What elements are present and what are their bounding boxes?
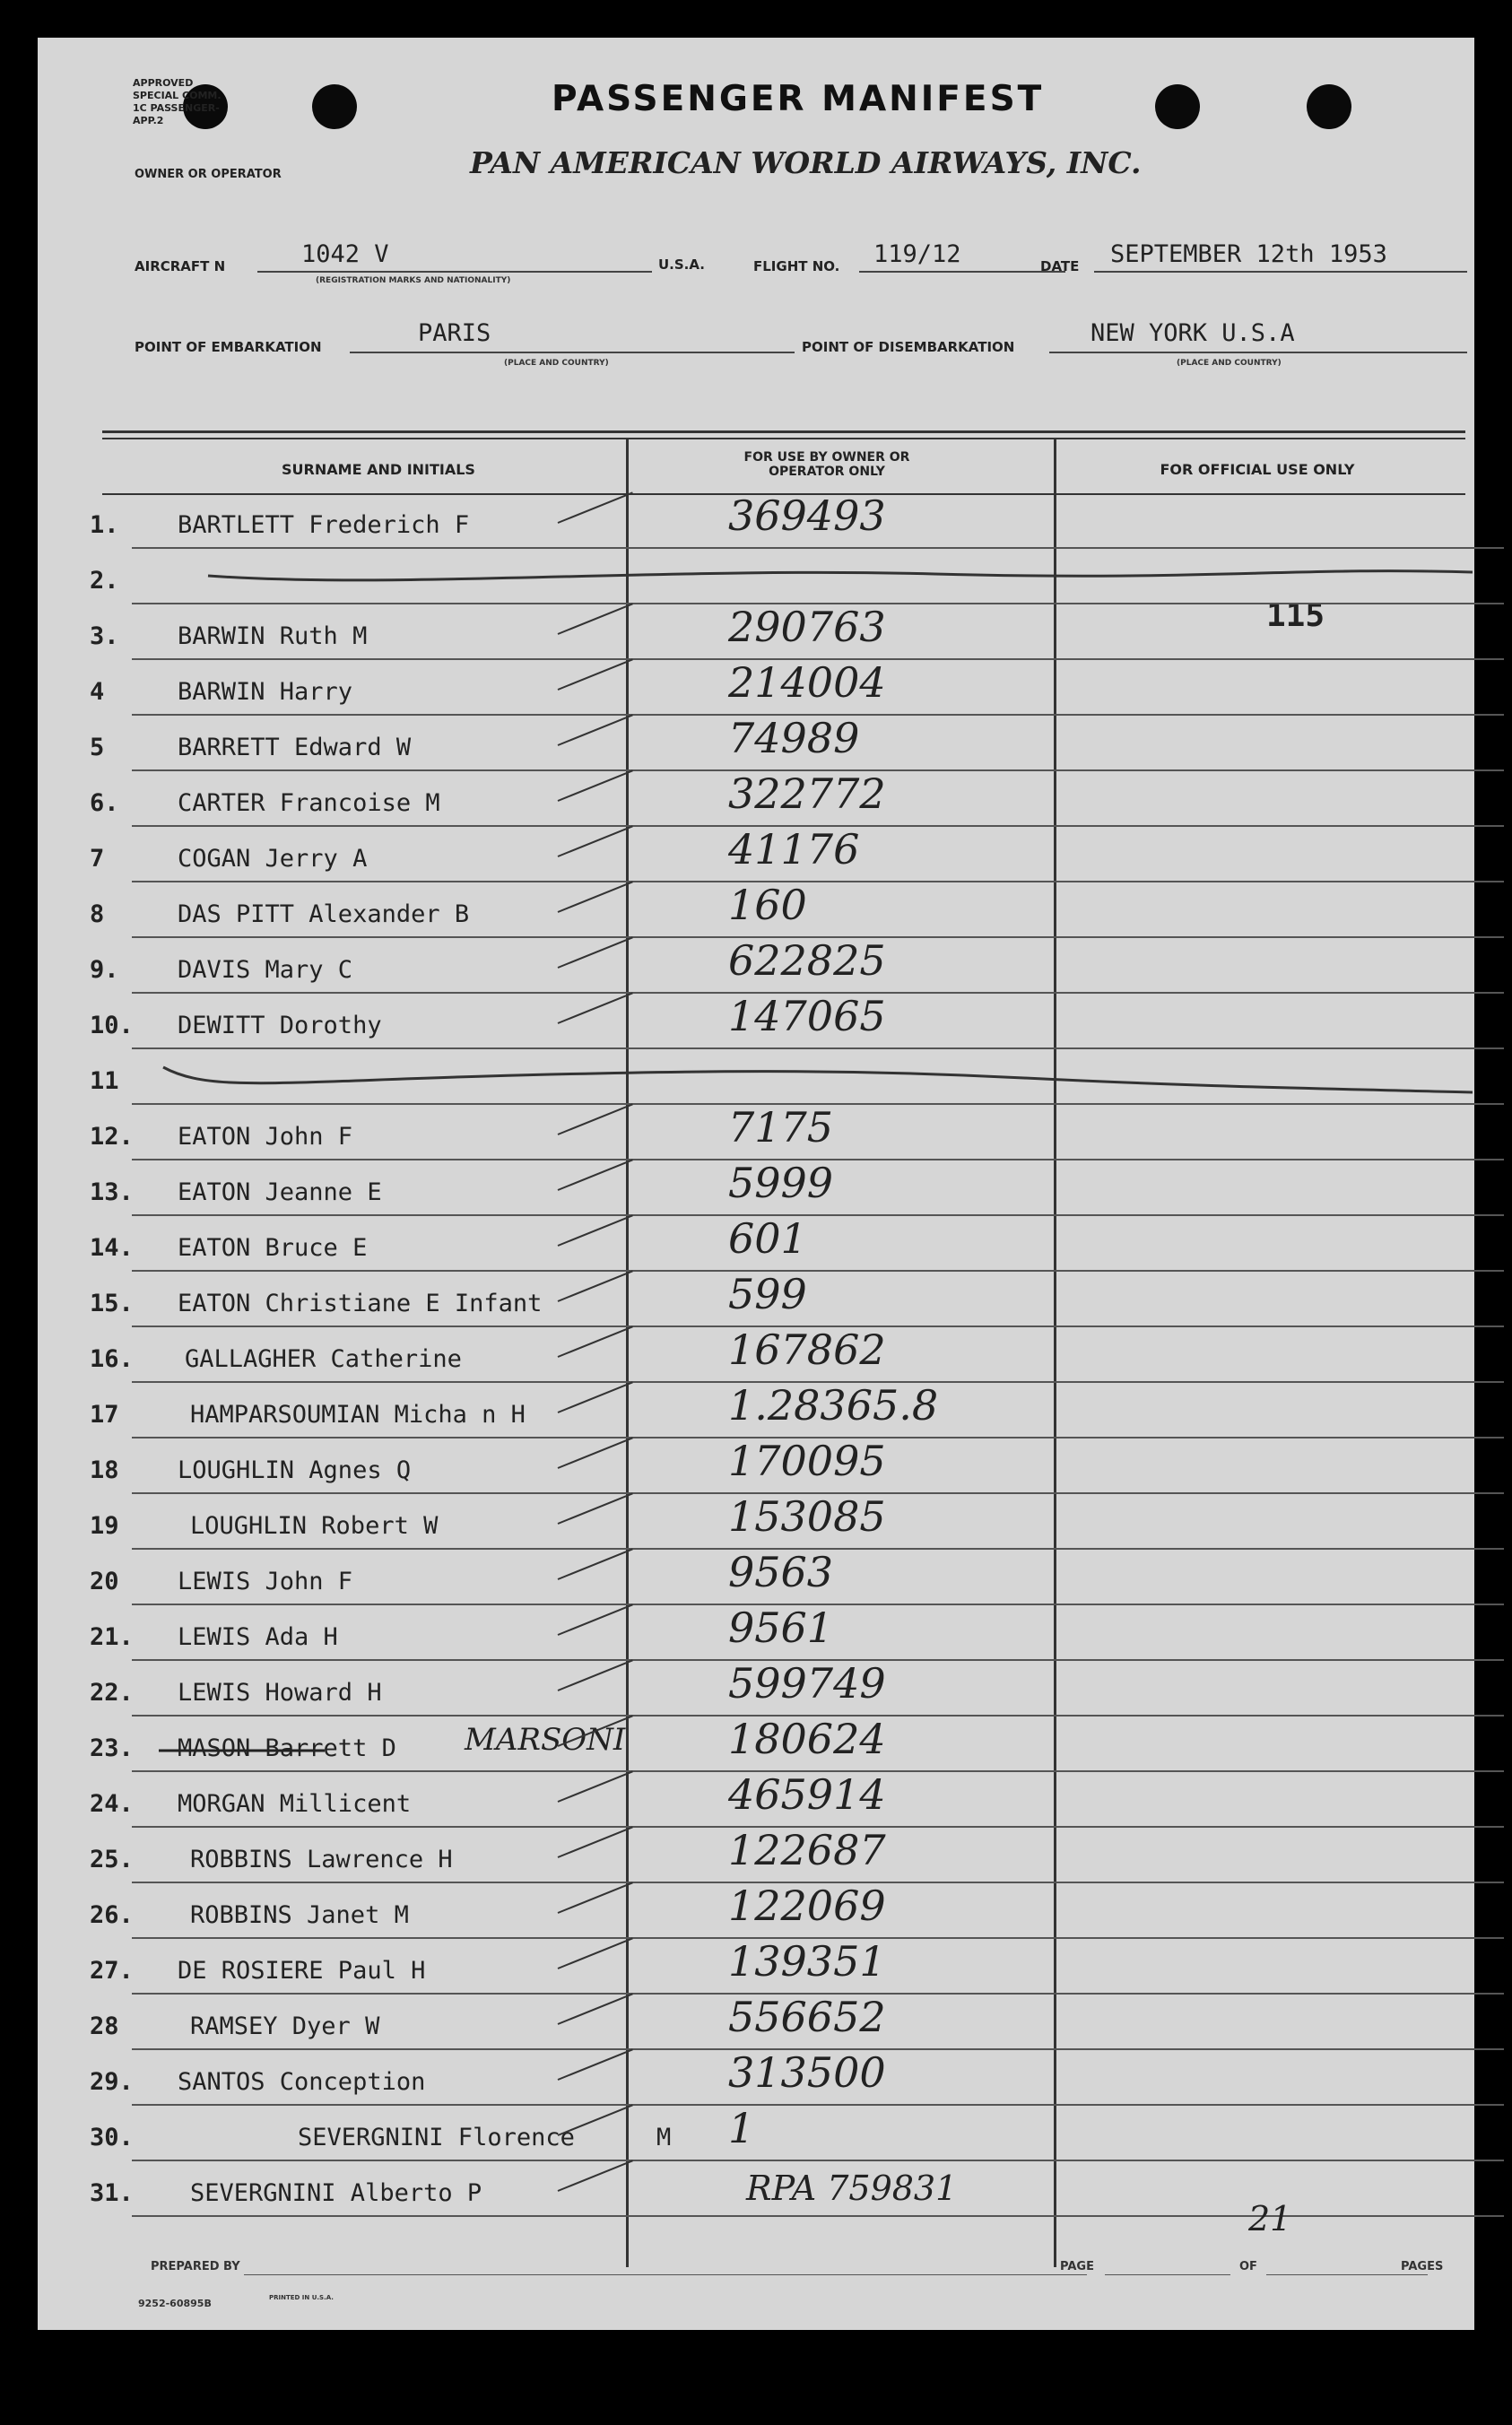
row-number: 16. <box>90 1345 134 1373</box>
passenger-name: COGAN Jerry A <box>178 845 368 873</box>
ticket-number-handwritten: 7175 <box>728 1103 834 1152</box>
passenger-name: MORGAN Millicent <box>178 1790 412 1818</box>
row-number: 6. <box>90 789 119 817</box>
passenger-name: LOUGHLIN Agnes Q <box>178 1456 412 1484</box>
ticket-number-handwritten: 41176 <box>728 825 860 874</box>
row-number: 3. <box>90 622 119 650</box>
form-number: 9252-60895B <box>138 2298 212 2309</box>
aircraft-label: AIRCRAFT N <box>135 258 226 274</box>
row-number: 29. <box>90 2068 134 2096</box>
passenger-name: MASON Barrett D <box>178 1734 396 1762</box>
passenger-name: ROBBINS Lawrence H <box>190 1846 453 1873</box>
ticket-number-handwritten: 9563 <box>728 1548 834 1596</box>
pages-label: PAGES <box>1401 2260 1444 2273</box>
aircraft-value: 1042 V <box>301 240 389 268</box>
passenger-name: DAVIS Mary C <box>178 956 353 984</box>
row-number: 23. <box>90 1734 134 1762</box>
manifest-page <box>38 38 1474 2330</box>
passenger-name: HAMPARSOUMIAN Micha n H <box>190 1401 526 1429</box>
ticket-number-handwritten: 122687 <box>728 1826 886 1874</box>
ticket-number-handwritten: 147065 <box>728 992 886 1040</box>
usa-label: U.S.A. <box>658 256 705 273</box>
passenger-name: LEWIS John F <box>178 1568 353 1595</box>
col-header-surname: SURNAME AND INITIALS <box>282 461 475 478</box>
row-number: 13. <box>90 1178 134 1206</box>
date-value: SEPTEMBER 12th 1953 <box>1110 240 1387 268</box>
passenger-name: DE ROSIERE Paul H <box>178 1957 426 1985</box>
ticket-number-handwritten: 180624 <box>728 1715 886 1763</box>
page-label: PAGE <box>1060 2260 1094 2273</box>
ticket-number-handwritten: 622825 <box>728 936 886 985</box>
row-number: 25. <box>90 1846 134 1873</box>
row-number: 11 <box>90 1067 119 1095</box>
row-number: 4 <box>90 678 105 706</box>
row-number: 5 <box>90 734 105 761</box>
ticket-number-handwritten: 601 <box>728 1214 807 1263</box>
page-number-handwritten: 21 <box>1248 2199 1292 2238</box>
row-number: 30. <box>90 2124 134 2151</box>
date-label: DATE <box>1040 258 1080 274</box>
ticket-number-handwritten: 599749 <box>728 1659 886 1708</box>
ticket-number-handwritten: 313500 <box>728 2048 886 2097</box>
approval-stamp: APPROVED SPECIAL COMM. 1C PASSENGER-APP.2 <box>133 77 222 126</box>
row-number: 26. <box>90 1901 134 1929</box>
airline-name: PAN AMERICAN WORLD AIRWAYS, INC. <box>470 145 1142 180</box>
owner-label: OWNER OR OPERATOR <box>135 168 282 181</box>
row-number: 28 <box>90 2012 119 2040</box>
ticket-number-handwritten: 153085 <box>728 1492 886 1541</box>
passenger-name: RAMSEY Dyer W <box>190 2012 380 2040</box>
ticket-number-handwritten: 139351 <box>728 1937 886 1986</box>
row-number: 10. <box>90 1012 134 1039</box>
disembarkation-label: POINT OF DISEMBARKATION <box>802 339 1015 355</box>
printer-mark: PRINTED IN U.S.A. <box>269 2294 334 2301</box>
row-number: 19 <box>90 1512 119 1540</box>
row-number: 7 <box>90 845 105 873</box>
prepared-by-label: PREPARED BY <box>151 2260 240 2273</box>
row-number: 21. <box>90 1623 134 1651</box>
ticket-number-handwritten: 369493 <box>728 491 886 540</box>
ticket-number-handwritten: 74989 <box>728 714 860 762</box>
passenger-name: SEVERGNINI Florence <box>298 2124 575 2151</box>
row-number: 17 <box>90 1401 119 1429</box>
passenger-name: GALLAGHER Catherine <box>185 1345 462 1373</box>
flight-value: 119/12 <box>873 240 961 268</box>
passenger-name: DAS PITT Alexander B <box>178 900 470 928</box>
official-note: 115 <box>1266 597 1325 634</box>
ticket-number-handwritten: 1.28365.8 <box>728 1381 939 1430</box>
row-number: 31. <box>90 2179 134 2207</box>
passenger-name: BARRETT Edward W <box>178 734 412 761</box>
passenger-name: ROBBINS Janet M <box>190 1901 409 1929</box>
passenger-name: BARWIN Harry <box>178 678 353 706</box>
row-number: 8 <box>90 900 105 928</box>
passenger-name: EATON John F <box>178 1123 353 1151</box>
passenger-name: BARWIN Ruth M <box>178 622 368 650</box>
page-title: PASSENGER MANIFEST <box>552 79 1045 119</box>
passenger-name: DEWITT Dorothy <box>178 1012 382 1039</box>
row-number: 18 <box>90 1456 119 1484</box>
of-label: OF <box>1239 2260 1257 2273</box>
name-annotation: MARSONI <box>465 1722 626 1758</box>
row-number: 15. <box>90 1290 134 1317</box>
flight-label: FLIGHT NO. <box>753 258 840 274</box>
passenger-extra: M <box>656 2124 672 2151</box>
row-number: 14. <box>90 1234 134 1262</box>
passenger-name: EATON Bruce E <box>178 1234 368 1262</box>
ticket-number-handwritten: 599 <box>728 1270 807 1318</box>
col-header-official: FOR OFFICIAL USE ONLY <box>1160 461 1355 478</box>
ticket-number-handwritten: 556652 <box>728 1993 886 2041</box>
place-country-note-2: (PLACE AND COUNTRY) <box>1177 359 1282 368</box>
disembarkation-value: NEW YORK U.S.A <box>1091 319 1295 347</box>
passenger-name: SEVERGNINI Alberto P <box>190 2179 482 2207</box>
ticket-number-handwritten: 122069 <box>728 1882 886 1930</box>
passenger-name: LOUGHLIN Robert W <box>190 1512 439 1540</box>
row-number: 9. <box>90 956 119 984</box>
ticket-number-handwritten: 1 <box>728 2104 755 2152</box>
ticket-number-handwritten: RPA 759831 <box>746 2169 958 2208</box>
row-number: 22. <box>90 1679 134 1707</box>
passenger-name: BARTLETT Frederich F <box>178 511 470 539</box>
ticket-number-handwritten: 5999 <box>728 1159 834 1207</box>
passenger-name: CARTER Francoise M <box>178 789 440 817</box>
embarkation-value: PARIS <box>418 319 491 347</box>
passenger-name: LEWIS Howard H <box>178 1679 382 1707</box>
row-number: 24. <box>90 1790 134 1818</box>
row-number: 2. <box>90 567 119 595</box>
ticket-number-handwritten: 160 <box>728 881 807 929</box>
place-country-note: (PLACE AND COUNTRY) <box>504 359 609 368</box>
col-header-owner: FOR USE BY OWNER OR OPERATOR ONLY <box>743 450 910 479</box>
ticket-number-handwritten: 290763 <box>728 603 886 651</box>
row-number: 20 <box>90 1568 119 1595</box>
passenger-name: EATON Jeanne E <box>178 1178 382 1206</box>
ticket-number-handwritten: 322772 <box>728 769 886 818</box>
ticket-number-handwritten: 167862 <box>728 1325 886 1374</box>
passenger-name: SANTOS Conception <box>178 2068 426 2096</box>
ticket-number-handwritten: 465914 <box>728 1770 886 1819</box>
registration-note: (REGISTRATION MARKS AND NATIONALITY) <box>316 276 511 285</box>
row-number: 12. <box>90 1123 134 1151</box>
passenger-name: LEWIS Ada H <box>178 1623 338 1651</box>
row-number: 1. <box>90 511 119 539</box>
cancel-strokes <box>38 38 1474 2330</box>
embarkation-label: POINT OF EMBARKATION <box>135 339 322 355</box>
row-number: 27. <box>90 1957 134 1985</box>
ticket-number-handwritten: 170095 <box>728 1437 886 1485</box>
passenger-name: EATON Christiane E Infant <box>178 1290 543 1317</box>
ticket-number-handwritten: 214004 <box>728 658 886 707</box>
ticket-number-handwritten: 9561 <box>728 1604 834 1652</box>
